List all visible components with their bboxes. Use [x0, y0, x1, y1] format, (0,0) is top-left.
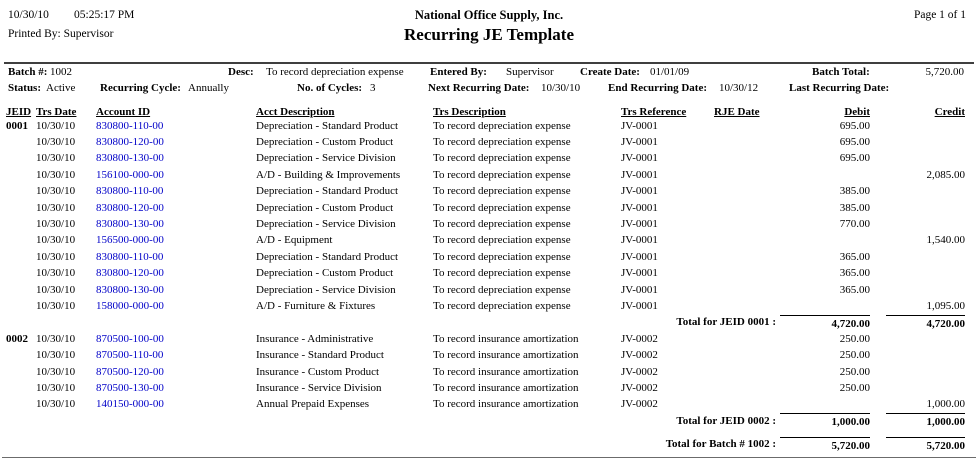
table-row [6, 347, 968, 363]
jeid-cell [6, 167, 36, 183]
trs-reference-cell: JV-0001 [621, 250, 658, 263]
account-id-link[interactable]: 830800-110-00 [96, 250, 164, 263]
rje-date-cell [714, 216, 776, 232]
column-header-acct-description: Acct Description [256, 106, 335, 118]
jeid-cell [6, 200, 36, 216]
page-number: Page 1 of 1 [913, 9, 966, 21]
rje-date-cell [714, 397, 776, 413]
credit-cell [872, 331, 968, 347]
account-id-link[interactable]: 158000-000-00 [96, 299, 164, 312]
account-id-link[interactable]: 830800-110-00 [96, 185, 164, 198]
acct-description-cell: Insurance - Standard Product [256, 349, 384, 362]
table-row [6, 380, 968, 396]
trs-description-cell: To record depreciation expense [433, 152, 571, 165]
total-row-label: Total for JEID 0001 : [676, 316, 776, 329]
acct-description-cell: Depreciation - Service Division [256, 152, 396, 165]
jeid-cell [6, 282, 36, 298]
num-cycles-value: 3 [370, 82, 376, 94]
desc-label: Desc: [228, 66, 254, 78]
total-debit-value: 1,000.00 [776, 413, 872, 429]
rje-date-cell [714, 282, 776, 298]
next-recurring-date-value: 10/30/10 [541, 82, 581, 94]
je-table-body [6, 118, 968, 453]
trs-date-cell: 10/30/10 [36, 365, 76, 378]
column-header-trs-description: Trs Description [433, 106, 506, 118]
rje-date-cell [714, 167, 776, 183]
trs-date-cell: 10/30/10 [36, 152, 76, 165]
trs-description-cell: To record depreciation expense [433, 168, 571, 181]
total-credit-value: 5,720.00 [872, 429, 968, 452]
jeid-cell [6, 216, 36, 232]
credit-cell: 2,085.00 [926, 168, 965, 181]
trs-reference-cell: JV-0001 [621, 283, 658, 296]
jeid-cell [6, 151, 36, 167]
account-id-link[interactable]: 140150-000-00 [96, 398, 164, 411]
last-recurring-date-label: Last Recurring Date: [789, 82, 890, 94]
trs-date-cell: 10/30/10 [36, 136, 76, 149]
rje-date-cell [714, 347, 776, 363]
table-row [6, 167, 968, 183]
trs-description-cell: To record insurance amortization [433, 332, 579, 345]
rje-date-cell [714, 233, 776, 249]
entered-by-value: Supervisor [506, 66, 554, 78]
end-recurring-date-value: 10/30/12 [719, 82, 759, 94]
acct-description-cell: A/D - Building & Improvements [256, 168, 401, 181]
jeid-cell [6, 380, 36, 396]
total-credit-value: 4,720.00 [872, 315, 968, 331]
credit-cell [872, 151, 968, 167]
debit-cell: 365.00 [839, 250, 870, 263]
acct-description-cell: Depreciation - Service Division [256, 283, 396, 296]
debit-cell: 365.00 [839, 283, 870, 296]
desc-value: To record depreciation expense [266, 66, 404, 78]
table-row [6, 397, 968, 413]
debit-cell [776, 233, 872, 249]
trs-date-cell: 10/30/10 [36, 168, 76, 181]
end-recurring-date-label: End Recurring Date: [608, 82, 707, 94]
rje-date-cell [714, 331, 776, 347]
acct-description-cell: Insurance - Custom Product [256, 365, 380, 378]
jeid-cell [6, 134, 36, 150]
acct-description-cell: Insurance - Administrative [256, 332, 374, 345]
trs-description-cell: To record depreciation expense [433, 119, 571, 132]
trs-description-cell: To record insurance amortization [433, 349, 579, 362]
jeid-cell [6, 364, 36, 380]
next-recurring-date-label: Next Recurring Date: [428, 82, 530, 94]
trs-reference-cell: JV-0001 [621, 267, 658, 280]
account-id-link[interactable]: 870500-110-00 [96, 349, 164, 362]
jeid-cell: 0001 [6, 119, 28, 132]
trs-reference-cell: JV-0001 [621, 136, 658, 149]
debit-cell: 770.00 [839, 218, 870, 231]
trs-description-cell: To record depreciation expense [433, 218, 571, 231]
account-id-link[interactable]: 830800-130-00 [96, 283, 164, 296]
debit-cell: 695.00 [839, 152, 870, 165]
recurring-cycle-label: Recurring Cycle: [100, 82, 181, 94]
acct-description-cell: Depreciation - Standard Product [256, 119, 399, 132]
total-debit-value: 4,720.00 [776, 315, 872, 331]
je-table [6, 102, 968, 453]
credit-cell: 1,095.00 [926, 299, 965, 312]
jeid-cell [6, 347, 36, 363]
page-header [0, 0, 978, 62]
batch-total-value: 5,720.00 [925, 66, 964, 78]
jeid-cell: 0002 [6, 332, 28, 345]
trs-reference-cell: JV-0001 [621, 185, 658, 198]
trs-description-cell: To record depreciation expense [433, 201, 571, 214]
account-id-link[interactable]: 156100-000-00 [96, 168, 164, 181]
debit-cell: 385.00 [839, 185, 870, 198]
rje-date-cell [714, 118, 776, 134]
debit-cell: 250.00 [839, 381, 870, 394]
trs-date-cell: 10/30/10 [36, 283, 76, 296]
acct-description-cell: A/D - Equipment [256, 234, 333, 247]
account-id-link[interactable]: 870500-130-00 [96, 381, 164, 394]
trs-reference-cell: JV-0002 [621, 381, 658, 394]
table-row [6, 200, 968, 216]
batch-number-value: 1002 [50, 66, 72, 78]
credit-cell: 1,000.00 [926, 398, 965, 411]
acct-description-cell: Depreciation - Custom Product [256, 267, 394, 280]
trs-date-cell: 10/30/10 [36, 299, 76, 312]
debit-cell: 695.00 [839, 136, 870, 149]
trs-description-cell: To record depreciation expense [433, 136, 571, 149]
credit-cell [872, 266, 968, 282]
rje-date-cell [714, 200, 776, 216]
jeid-cell [6, 249, 36, 265]
jeid-total-row [6, 413, 968, 429]
acct-description-cell: Depreciation - Standard Product [256, 250, 399, 263]
print-date: 10/30/10 [8, 9, 49, 21]
table-row [6, 266, 968, 282]
acct-description-cell: Insurance - Service Division [256, 381, 382, 394]
table-row [6, 282, 968, 298]
credit-cell [872, 118, 968, 134]
rje-date-cell [714, 151, 776, 167]
column-header-trs-reference: Trs Reference [621, 106, 687, 118]
account-id-link[interactable]: 870500-120-00 [96, 365, 164, 378]
trs-date-cell: 10/30/10 [36, 250, 76, 263]
trs-reference-cell: JV-0001 [621, 152, 658, 165]
debit-cell: 695.00 [839, 119, 870, 132]
account-id-link[interactable]: 830800-120-00 [96, 267, 164, 280]
trs-date-cell: 10/30/10 [36, 218, 76, 231]
acct-description-cell: Depreciation - Custom Product [256, 201, 394, 214]
account-id-link[interactable]: 830800-110-00 [96, 119, 164, 132]
account-id-link[interactable]: 830800-130-00 [96, 152, 164, 165]
trs-date-cell: 10/30/10 [36, 381, 76, 394]
debit-cell: 365.00 [839, 267, 870, 280]
create-date-label: Create Date: [580, 66, 640, 78]
column-header-credit: Credit [934, 106, 965, 118]
acct-description-cell: Depreciation - Custom Product [256, 136, 394, 149]
credit-cell: 1,540.00 [926, 234, 965, 247]
debit-cell [776, 397, 872, 413]
credit-cell [872, 364, 968, 380]
footer-divider [2, 457, 976, 458]
acct-description-cell: Annual Prepaid Expenses [256, 398, 370, 411]
trs-description-cell: To record depreciation expense [433, 250, 571, 263]
batch-info-line-1 [0, 64, 978, 80]
credit-cell [872, 200, 968, 216]
trs-reference-cell: JV-0001 [621, 119, 658, 132]
batch-info-line-2 [0, 80, 978, 96]
trs-reference-cell: JV-0001 [621, 168, 658, 181]
debit-cell [776, 167, 872, 183]
account-id-link[interactable]: 156500-000-00 [96, 234, 164, 247]
trs-description-cell: To record depreciation expense [433, 283, 571, 296]
column-header-row [6, 102, 968, 118]
jeid-cell [6, 298, 36, 314]
credit-cell [872, 347, 968, 363]
table-row [6, 216, 968, 232]
account-id-link[interactable]: 830800-120-00 [96, 136, 164, 149]
trs-date-cell: 10/30/10 [36, 234, 76, 247]
rje-date-cell [714, 298, 776, 314]
trs-description-cell: To record insurance amortization [433, 381, 579, 394]
acct-description-cell: Depreciation - Service Division [256, 218, 396, 231]
trs-reference-cell: JV-0002 [621, 332, 658, 345]
trs-reference-cell: JV-0002 [621, 349, 658, 362]
total-debit-value: 5,720.00 [776, 429, 872, 452]
trs-date-cell: 10/30/10 [36, 201, 76, 214]
company-name: National Office Supply, Inc. [414, 8, 564, 22]
column-header-rje-date: RJE Date [714, 106, 760, 118]
jeid-cell [6, 233, 36, 249]
trs-description-cell: To record insurance amortization [433, 365, 579, 378]
num-cycles-label: No. of Cycles: [297, 82, 363, 94]
credit-cell [872, 380, 968, 396]
table-row [6, 184, 968, 200]
status-value: Active [46, 82, 76, 94]
total-row-label: Total for JEID 0002 : [676, 414, 776, 427]
account-id-link[interactable]: 830800-120-00 [96, 201, 164, 214]
trs-description-cell: To record depreciation expense [433, 299, 571, 312]
jeid-cell [6, 184, 36, 200]
debit-cell: 385.00 [839, 201, 870, 214]
credit-cell [872, 249, 968, 265]
rje-date-cell [714, 266, 776, 282]
rje-date-cell [714, 380, 776, 396]
trs-reference-cell: JV-0001 [621, 234, 658, 247]
print-time: 05:25:17 PM [74, 9, 135, 21]
status-label: Status: [8, 82, 42, 94]
column-header-account-id: Account ID [96, 106, 151, 118]
column-header-trs-date: Trs Date [36, 106, 77, 118]
jeid-cell [6, 397, 36, 413]
entered-by-label: Entered By: [430, 66, 487, 78]
trs-date-cell: 10/30/10 [36, 332, 76, 345]
rje-date-cell [714, 184, 776, 200]
table-row [6, 151, 968, 167]
trs-date-cell: 10/30/10 [36, 349, 76, 362]
trs-description-cell: To record depreciation expense [433, 185, 571, 198]
trs-date-cell: 10/30/10 [36, 185, 76, 198]
credit-cell [872, 282, 968, 298]
table-row [6, 249, 968, 265]
rje-date-cell [714, 364, 776, 380]
printed-by: Printed By: Supervisor [8, 28, 114, 40]
trs-date-cell: 10/30/10 [36, 398, 76, 411]
acct-description-cell: A/D - Furniture & Fixtures [256, 299, 376, 312]
table-row [6, 331, 968, 347]
trs-description-cell: To record depreciation expense [433, 234, 571, 247]
trs-date-cell: 10/30/10 [36, 119, 76, 132]
batch-total-row [6, 429, 968, 452]
page-title: Recurring JE Template [404, 25, 574, 44]
trs-reference-cell: JV-0001 [621, 201, 658, 214]
trs-reference-cell: JV-0001 [621, 299, 658, 312]
debit-cell: 250.00 [839, 349, 870, 362]
credit-cell [872, 134, 968, 150]
credit-cell [872, 184, 968, 200]
table-row [6, 298, 968, 314]
table-row [6, 233, 968, 249]
jeid-cell [6, 266, 36, 282]
trs-date-cell: 10/30/10 [36, 267, 76, 280]
debit-cell: 250.00 [839, 365, 870, 378]
acct-description-cell: Depreciation - Standard Product [256, 185, 399, 198]
account-id-link[interactable]: 830800-130-00 [96, 218, 164, 231]
account-id-link[interactable]: 870500-100-00 [96, 332, 164, 345]
table-row [6, 134, 968, 150]
column-header-jeid: JEID [6, 106, 32, 118]
trs-description-cell: To record insurance amortization [433, 398, 579, 411]
trs-reference-cell: JV-0001 [621, 218, 658, 231]
rje-date-cell [714, 249, 776, 265]
batch-number-label: Batch #: [8, 66, 48, 78]
column-header-debit: Debit [844, 106, 870, 118]
jeid-total-row [6, 315, 968, 331]
create-date-value: 01/01/09 [650, 66, 690, 78]
recurring-cycle-value: Annually [188, 82, 229, 94]
table-row [6, 364, 968, 380]
table-row [6, 118, 968, 134]
trs-reference-cell: JV-0002 [621, 365, 658, 378]
credit-cell [872, 216, 968, 232]
rje-date-cell [714, 134, 776, 150]
total-row-label: Total for Batch # 1002 : [665, 438, 776, 451]
debit-cell [776, 298, 872, 314]
debit-cell: 250.00 [839, 332, 870, 345]
batch-total-label: Batch Total: [812, 66, 870, 78]
trs-description-cell: To record depreciation expense [433, 267, 571, 280]
trs-reference-cell: JV-0002 [621, 398, 658, 411]
total-credit-value: 1,000.00 [872, 413, 968, 429]
